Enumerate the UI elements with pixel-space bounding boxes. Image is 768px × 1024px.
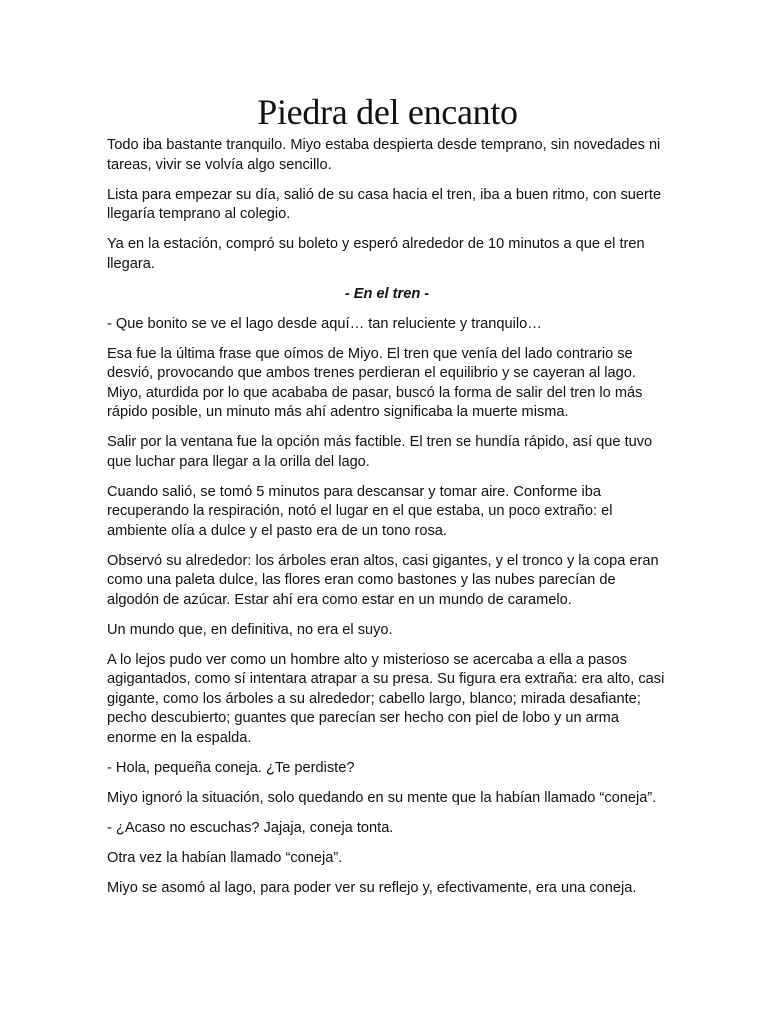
paragraph: Observó su alrededor: los árboles eran altos, casi gigantes, y el tronco y la copa eran como una paleta dulce, las flores eran como bastones y las nubes parecían de algodón de azúcar. Estar ahí era como estar en un mundo de caramelo. [107,552,659,608]
paragraph: Salir por la ventana fue la opción más factible. El tren se hundía rápido, así que tuvo que luchar para llegar a la orilla del lago. [107,434,653,470]
paragraph: Un mundo que, en definitiva, no era el suyo. [107,621,393,638]
document-title: Piedra del encanto [257,92,518,132]
document-body [107,136,668,898]
paragraph: Miyo se asomó al lago, para poder ver su reflejo y, efectivamente, era una coneja. [107,879,637,896]
paragraph: Otra vez la habían llamado “coneja”. [107,849,343,866]
paragraph: - Que bonito se ve el lago desde aquí… tan reluciente y tranquilo… [107,315,542,332]
paragraph: Cuando salió, se tomó 5 minutos para descansar y tomar aire. Conforme iba recuperando la respiración, notó el lugar en el que estaba, un poco extraño: el ambiente olía a dulce y el pasto era de un tono rosa. [107,483,613,539]
paragraph: - ¿Acaso no escuchas? Jajaja, coneja tonta. [107,819,394,836]
paragraph: Todo iba bastante tranquilo. Miyo estaba despierta desde temprano, sin novedades ni tareas, vivir se volvía algo sencillo. [107,137,661,173]
paragraph: Lista para empezar su día, salió de su casa hacia el tren, iba a buen ritmo, con suerte llegaría temprano al colegio. [107,186,662,222]
paragraph: Miyo ignoró la situación, solo quedando en su mente que la habían llamado “coneja”. [107,789,657,806]
section-heading: - En el tren - [344,285,430,302]
paragraph: - Hola, pequeña coneja. ¿Te perdiste? [107,759,355,776]
paragraph: Ya en la estación, compró su boleto y esperó alrededor de 10 minutos a que el tren llegara. [107,236,645,272]
paragraph: A lo lejos pudo ver como un hombre alto y misterioso se acercaba a ella a pasos agigantados, como sí intentara atrapar a su presa. Su figura era extraña: era alto, casi gigante, como los árboles a su alrededor; cabello largo, blanco; mirada desafiante; pecho descubierto; guantes que parecían ser hecho con piel de lobo y un arma enorme en la espalda. [107,651,665,746]
paragraph: Esa fue la última frase que oímos de Miyo. El tren que venía del lado contrario se desvió, provocando que ambos trenes perdieran el equilibrio y se cayeran al lago. Miyo, aturdida por lo que acababa de pasar, buscó la forma de salir del tren lo más rápido posible, un minuto más ahí adentro significaba la muerte misma. [107,345,643,420]
